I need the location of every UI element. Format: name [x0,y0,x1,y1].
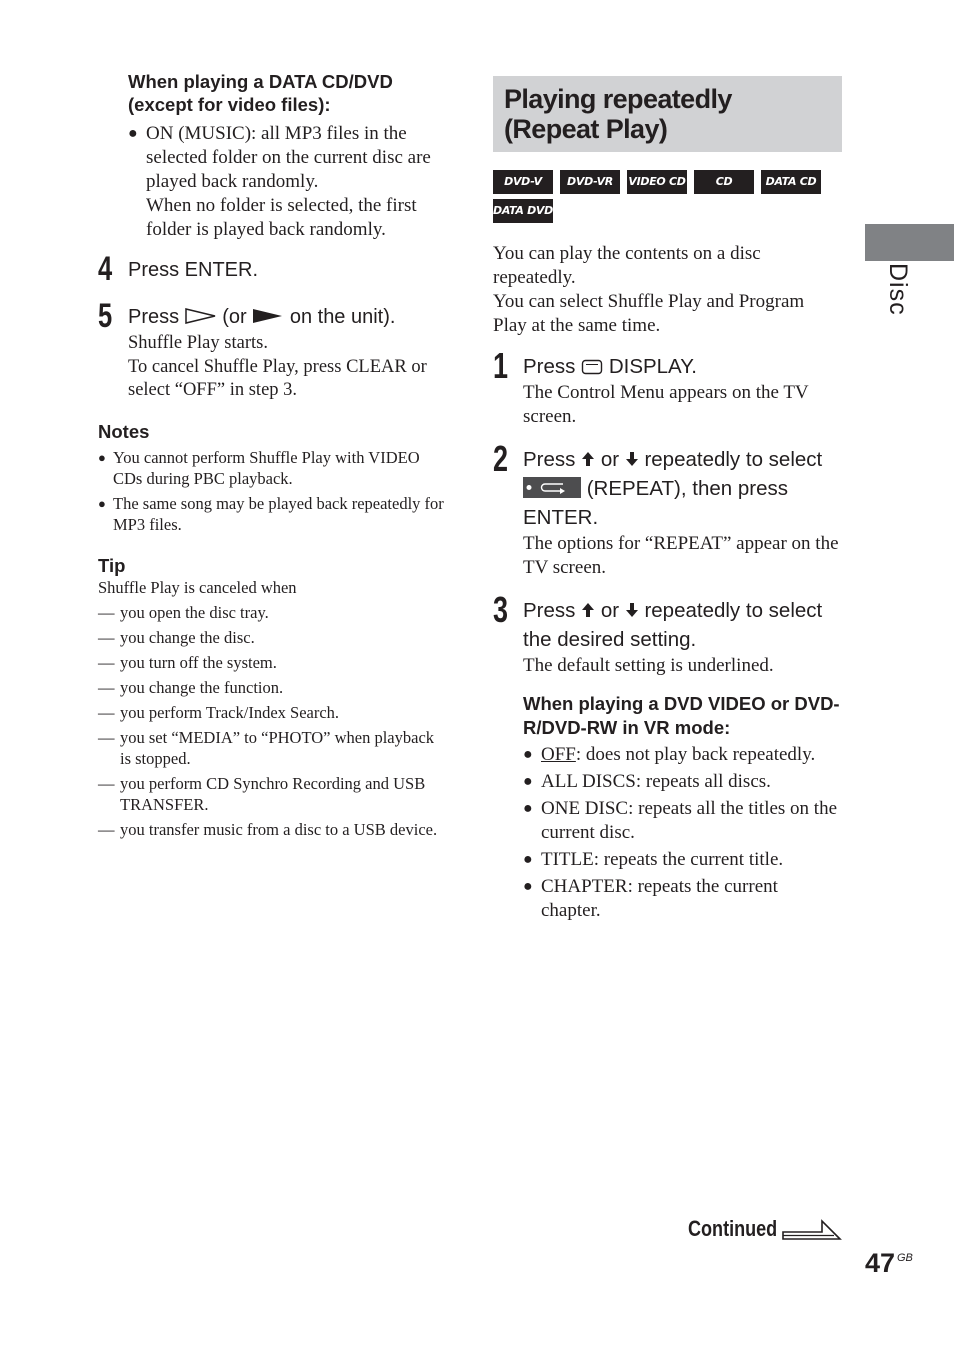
badge-data-cd: DATA CD [761,170,821,194]
option-item: ● ALL DISCS: repeats all discs. [523,771,771,792]
disc-type-badges [493,170,843,228]
step-title: Press or repeatedly to select the desired setting. [523,599,823,651]
tip-item: — you perform CD Synchro Recording and USB TRANSFER. [98,773,426,814]
step-desc: Shuffle Play starts. To cancel Shuffle Play, press CLEAR or select “OFF” in step 3. [128,333,427,400]
right-column [493,76,842,923]
bullet-dot: ● [128,125,138,142]
step-number: 4 [98,250,113,288]
play-outline-icon [185,308,217,324]
step-4 [98,250,448,288]
data-cd-bullet: ● ON (MUSIC): all MP3 files in the selected folder on the current disc are played back randomly. When no folder is selected, the first folder is played back randomly. [128,123,431,240]
display-icon [581,359,603,375]
badge-dvd-vr: DVD-VR [560,170,620,194]
play-solid-icon [252,308,284,324]
step-title: Press or repeatedly to select (REPEAT), then press ENTER. [523,448,823,529]
default-option: OFF [541,744,576,765]
step-title: Press DISPLAY. [523,355,697,378]
page-number: 47 [865,1248,896,1278]
up-arrow-icon [581,451,595,467]
tip-item: — you turn off the system. [98,652,277,672]
tip-item: — you open the disc tray. [98,602,269,622]
section-heading: Playing repeatedly (Repeat Play) [493,76,842,152]
badge-cd: CD [694,170,754,194]
note-item: ● The same song may be played back repeatedly for MP3 files. [98,493,444,534]
up-arrow-icon [581,602,595,618]
option-item: ● OFF: does not play back repeatedly. [523,744,816,765]
note-item: ● You cannot perform Shuffle Play with VIDEO CDs during PBC playback. [98,447,420,488]
badge-dvd-v: DVD-V [493,170,553,194]
step-number: 1 [493,345,509,386]
step-1 [493,345,842,429]
left-column [98,70,448,844]
tip-item: — you change the disc. [98,627,255,647]
option-item: ● ONE DISC: repeats all the titles on the current disc. [523,798,838,843]
repeat-icon [523,477,581,498]
step-number: 2 [493,438,509,479]
data-cd-heading: When playing a DATA CD/DVD (except for video files): [128,71,393,115]
step-desc: The Control Menu appears on the TV screen. [523,382,809,427]
tip-item: — you transfer music from a disc to a USB device. [98,819,438,839]
intro-text: You can play the contents on a disc repeatedly. You can select Shuffle Play and Program Play at the same time. [493,243,805,336]
continued-label: Continued [688,1216,778,1241]
down-arrow-icon [625,451,639,467]
step-3 [493,589,842,678]
step-number: 3 [493,589,509,630]
step-desc: The default setting is underlined. [523,655,774,676]
badge-video-cd: VIDEO CD [627,170,687,194]
tip-item: — you set “MEDIA” to “PHOTO” when playback is stopped. [98,727,435,768]
step-desc: The options for “REPEAT” appear on the TV screen. [523,533,839,578]
step-number: 5 [98,297,113,335]
continued-arrow-icon [782,1219,842,1243]
down-arrow-icon [625,602,639,618]
option-item: ● TITLE: repeats the current title. [523,849,784,870]
option-item: ● CHAPTER: repeats the current chapter. [523,876,778,921]
notes-heading: Notes [98,420,150,442]
step-title: Press (or on the unit). [128,306,396,328]
side-tab-label: Disc [884,263,912,316]
tip-intro: Shuffle Play is canceled when [98,577,297,597]
step-title: Press ENTER. [128,259,259,281]
page-number-suffix: GB [897,1252,913,1264]
step-5 [98,297,448,403]
step-2 [493,438,842,580]
tip-heading: Tip [98,554,126,576]
dvd-video-heading: When playing a DVD VIDEO or DVD-R/DVD-RW in VR mode: [523,693,840,738]
badge-data-dvd: DATA DVD [493,199,553,223]
side-tab-marker [865,224,954,261]
tip-item: — you perform Track/Index Search. [98,702,340,722]
tip-item: — you change the function. [98,677,284,697]
